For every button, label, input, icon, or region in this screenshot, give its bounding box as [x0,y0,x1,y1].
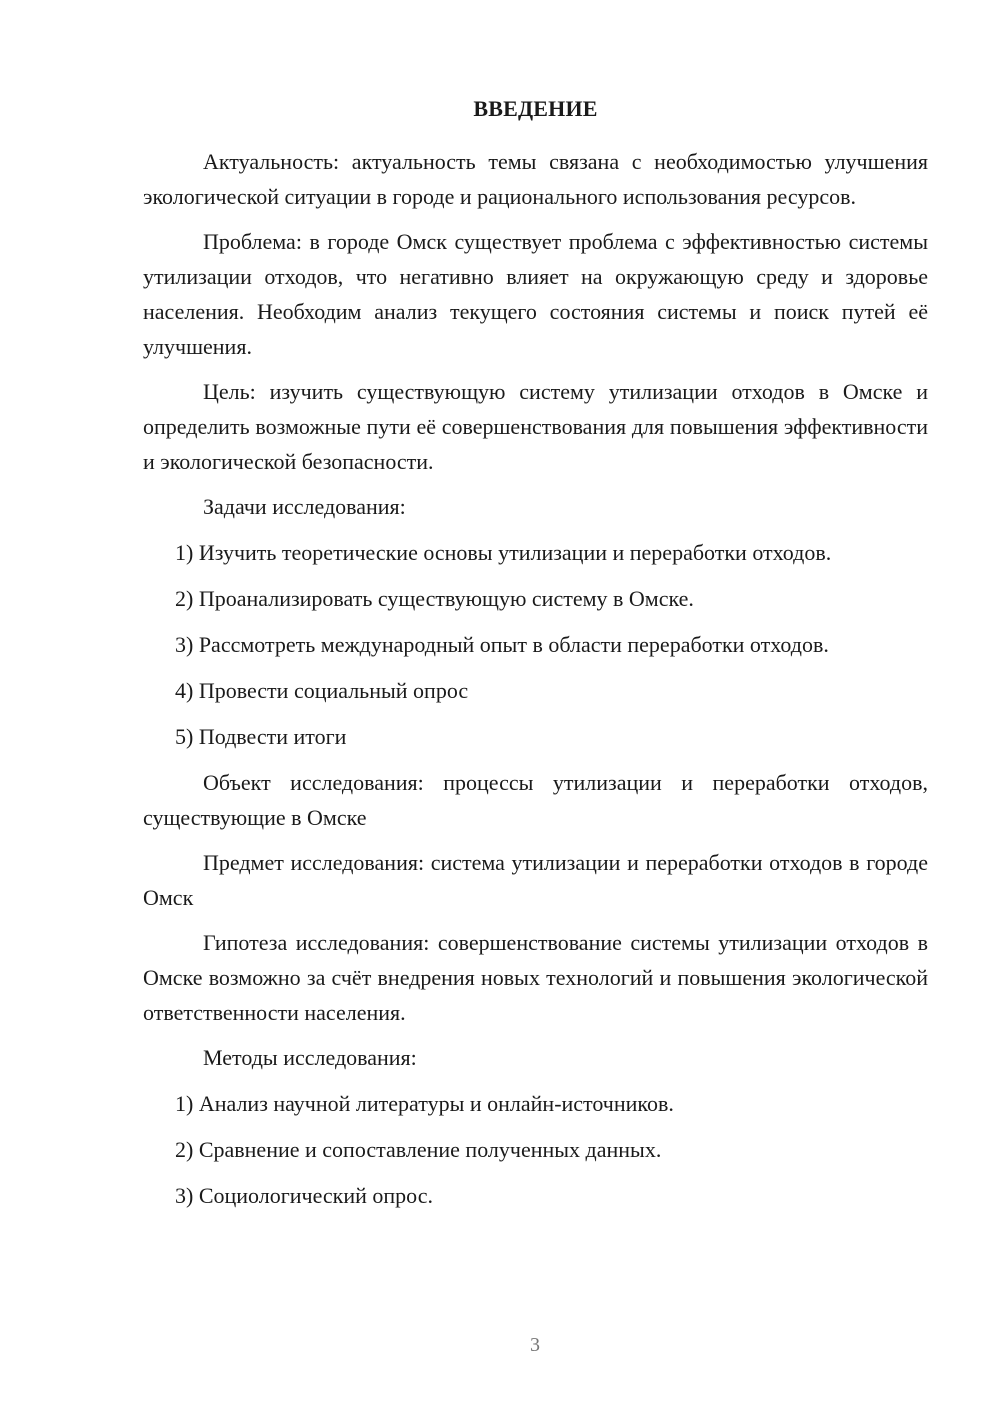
list-item: 5) Подвести итоги [175,724,347,749]
list-item: 3) Социологический опрос. [175,1183,433,1208]
section-title: ВВЕДЕНИЕ [473,96,598,121]
list-item: 4) Провести социальный опрос [175,678,469,703]
subject-paragraph: Предмет исследования: система утилизации и переработки отходов в городе Омск [143,850,928,910]
list-item: 2) Проанализировать существующую систему в Омске. [175,586,694,611]
tasks-list [143,535,928,754]
document-page [143,94,928,1224]
tasks-heading: Задачи исследования: [203,494,406,519]
methods-list [143,1086,928,1213]
list-item: 1) Анализ научной литературы и онлайн-источников. [175,1091,674,1116]
page-number: 3 [530,1334,540,1356]
hypothesis-paragraph: Гипотеза исследования: совершенствование системы утилизации отходов в Омске возможно за счёт внедрения новых технологий и повышения экологической ответственности населения. [143,930,928,1025]
problem-paragraph: Проблема: в городе Омск существует проблема с эффективностью системы утилизации отходов, что негативно влияет на окружающую среду и здоровье населения. Необходим анализ текущего состояния системы и поиск путей её улучшения. [143,229,928,359]
list-item: 1) Изучить теоретические основы утилизации и переработки отходов. [175,540,832,565]
methods-heading: Методы исследования: [203,1045,417,1070]
list-item: 3) Рассмотреть международный опыт в области переработки отходов. [175,632,829,657]
list-item: 2) Сравнение и сопоставление полученных данных. [175,1137,662,1162]
relevance-paragraph: Актуальность: актуальность темы связана с необходимостью улучшения экологической ситуации в городе и рационального использования ресурсов. [143,149,928,209]
object-paragraph: Объект исследования: процессы утилизации и переработки отходов, существующие в Омске [143,770,928,830]
goal-paragraph: Цель: изучить существующую систему утилизации отходов в Омске и определить возможные пути её совершенствования для повышения эффективности и экологической безопасности. [143,379,928,474]
